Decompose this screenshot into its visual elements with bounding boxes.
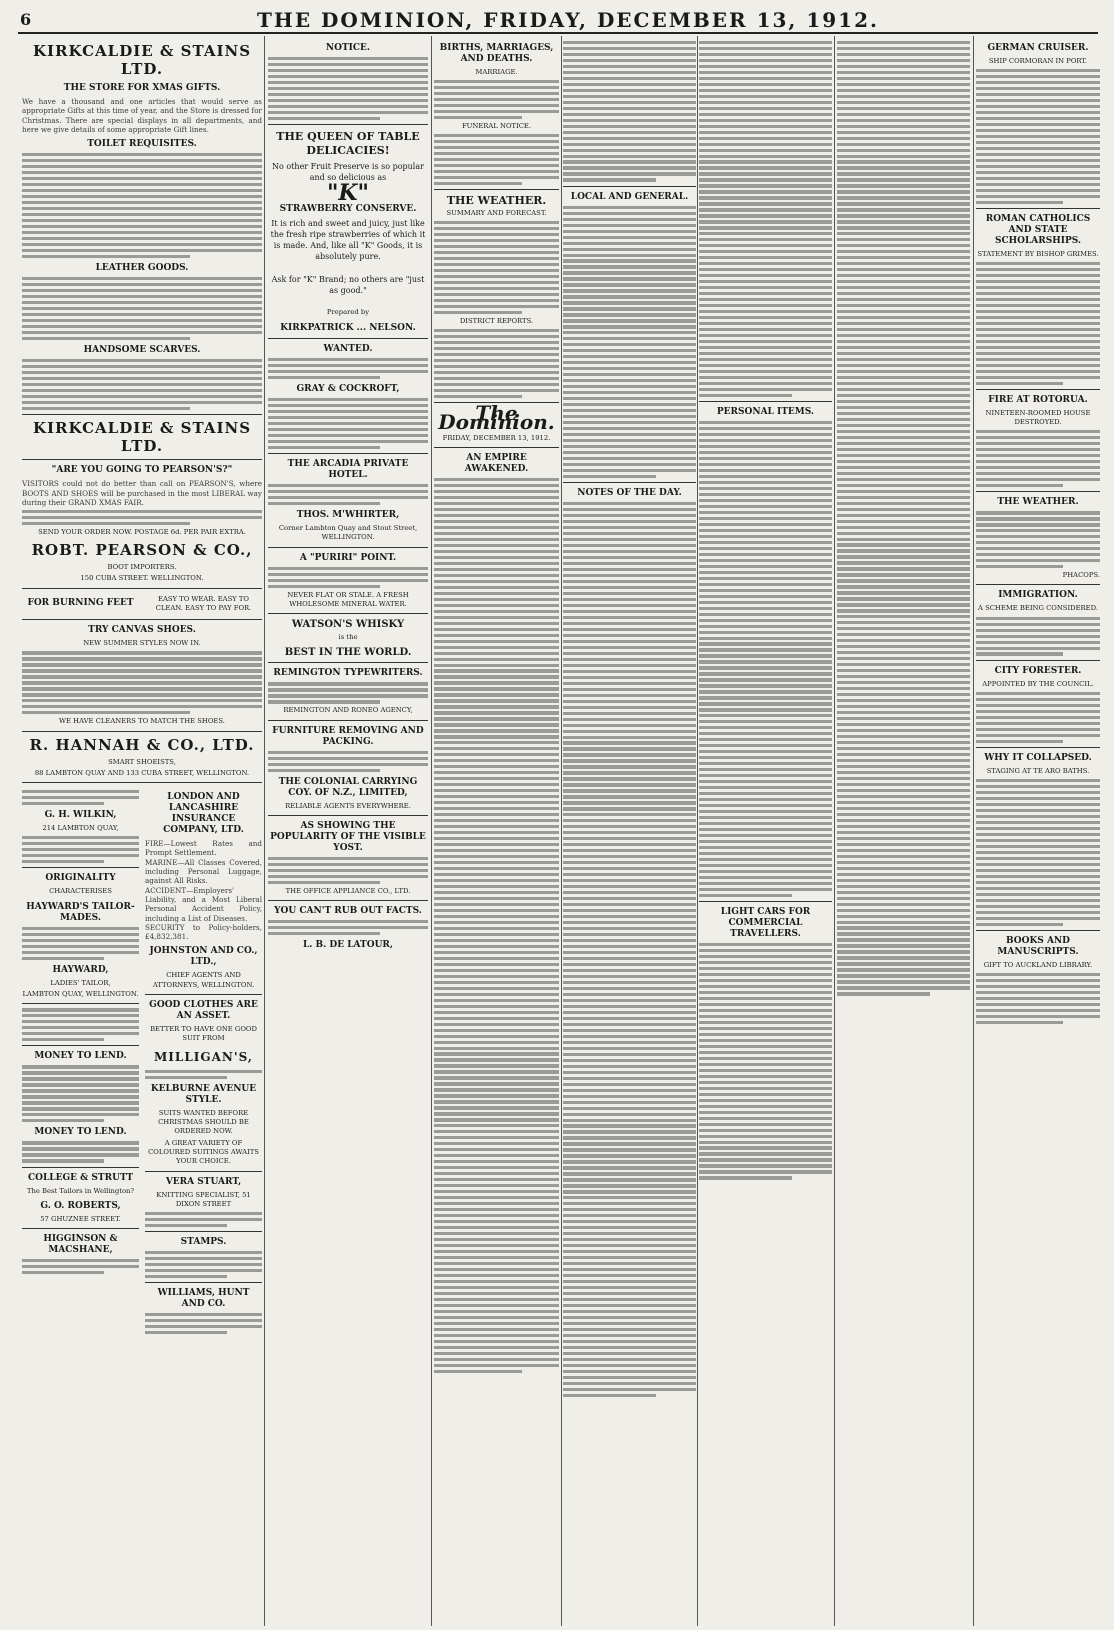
body-text xyxy=(22,651,262,714)
originality-sub: CHARACTERISES xyxy=(49,887,112,896)
body-text xyxy=(268,484,428,505)
collapsed-heading: WHY IT COLLAPSED. xyxy=(984,752,1092,763)
divider xyxy=(434,447,559,448)
pearson-question: "ARE YOU GOING TO PEARSON'S?" xyxy=(51,465,233,476)
body-text xyxy=(268,57,428,120)
column-news xyxy=(837,38,970,1623)
hayward-name: HAYWARD, xyxy=(52,964,109,975)
page-title: THE DOMINION, FRIDAY, DECEMBER 13, 1912. xyxy=(257,8,879,32)
body-text xyxy=(22,836,139,863)
scheme-heading: A SCHEME BEING CONSIDERED. xyxy=(978,604,1098,613)
carrying-name: THE COLONIAL CARRYING COY. OF N.Z., LIMITED, xyxy=(278,776,418,798)
divider xyxy=(22,867,139,868)
divider xyxy=(976,389,1100,390)
london-lancashire-line: MARINE—All Classes Covered, including Personal Luggage, against All Risks. xyxy=(145,857,262,886)
column-rule xyxy=(264,36,265,1626)
office-appliance: THE OFFICE APPLIANCE CO., LTD. xyxy=(285,886,411,895)
burning-feet-text: EASY TO WEAR. EASY TO CLEAN. EASY TO PAY FOR. xyxy=(155,594,252,613)
gray-cockroft: GRAY & COCKROFT, xyxy=(296,383,400,394)
weather-letter-heading: THE WEATHER. xyxy=(997,497,1079,508)
canvas-subheading: NEW SUMMER STYLES NOW IN. xyxy=(83,639,201,648)
latour-name: L. B. DE LATOUR, xyxy=(302,940,394,951)
divider xyxy=(145,994,262,995)
london-lancashire-heading: LONDON AND LANCASHIRE INSURANCE COMPANY, LTD. xyxy=(163,792,244,836)
money-heading-2: MONEY TO LEND. xyxy=(34,1127,127,1138)
page-number: 6 xyxy=(20,10,32,29)
german-heading: GERMAN CRUISER. xyxy=(987,43,1089,53)
masthead xyxy=(18,6,1098,34)
suits-wanted-text: SUITS WANTED BEFORE CHRISTMAS SHOULD BE ORDERED NOW. xyxy=(158,1108,249,1136)
divider xyxy=(22,731,262,732)
immigration-heading: IMMIGRATION. xyxy=(998,590,1078,601)
body-text xyxy=(22,510,262,525)
pearson-name: ROBT. PEARSON & CO., xyxy=(31,541,253,560)
body-text xyxy=(563,41,696,182)
dominion-masthead: The Dominion. xyxy=(438,401,555,435)
leather-heading: LEATHER GOODS. xyxy=(95,263,189,274)
reliable-agents: RELIABLE AGENTS EVERYWHERE. xyxy=(285,801,411,810)
price-list xyxy=(22,153,262,258)
body-text xyxy=(434,329,559,398)
stamps-heading: STAMPS. xyxy=(180,1237,227,1248)
light-cars-heading: LIGHT CARS FOR COMMERCIAL TRAVELLERS. xyxy=(720,907,811,940)
column-advertisements-2 xyxy=(268,38,428,1623)
vera-name: VERA STUART, xyxy=(165,1176,242,1187)
divider xyxy=(145,1282,262,1283)
personal-heading: PERSONAL ITEMS. xyxy=(716,407,815,418)
vera-sub: KNITTING SPECIALIST, 51 DIXON STREET xyxy=(156,1190,251,1208)
watson-heading: WATSON'S WHISKY xyxy=(291,619,405,631)
pearson-send: SEND YOUR ORDER NOW. POSTAGE 6d. PER PAIR EXTRA. xyxy=(38,527,246,536)
price-list xyxy=(22,277,262,340)
divider xyxy=(268,900,428,901)
hayward-heading: HAYWARD'S TAILOR-MADES. xyxy=(26,901,135,923)
college-heading: COLLEGE & STRUTT xyxy=(27,1172,134,1183)
divider xyxy=(268,720,428,721)
k-text: It is rich and sweet and juicy, just like the fresh ripe strawberries of which it is made. And, like all "K" Goods, it is absolutely pure. xyxy=(270,219,426,262)
body-text xyxy=(434,134,559,185)
price-list xyxy=(22,359,262,410)
body-text xyxy=(699,421,832,897)
ads-right xyxy=(145,787,262,1337)
rub-heading: YOU CAN'T RUB OUT FACTS. xyxy=(274,906,422,917)
body-text xyxy=(976,779,1100,926)
divider xyxy=(434,189,559,190)
better-have-text: BETTER TO HAVE ONE GOOD SUIT FROM xyxy=(150,1025,257,1043)
body-text xyxy=(976,511,1100,568)
divider xyxy=(976,584,1100,585)
kelburne-heading: KELBURNE AVENUE STYLE. xyxy=(150,1083,257,1105)
london-lancashire-line: FIRE—Lowest Rates and Prompt Settlement. xyxy=(145,839,262,858)
body-text xyxy=(563,206,696,478)
divider xyxy=(22,1228,139,1229)
divider xyxy=(268,124,428,125)
column-rule xyxy=(973,36,974,1626)
column-advertisements-1 xyxy=(22,38,262,1623)
whirter-name: THOS. M'WHIRTER, xyxy=(296,509,400,520)
gift-heading: GIFT TO AUCKLAND LIBRARY. xyxy=(983,960,1093,969)
kirkcaldie-heading: KIRKCALDIE & STAINS LTD. xyxy=(32,42,252,78)
divider xyxy=(563,186,696,187)
body-text xyxy=(837,41,970,996)
remington-agency: REMINGTON AND RONEO AGENCY, xyxy=(283,706,413,715)
body-text xyxy=(145,1212,262,1227)
scarves-heading: HANDSOME SCARVES. xyxy=(83,345,201,356)
pearson-role: BOOT IMPORTERS. xyxy=(107,563,177,572)
body-text xyxy=(268,682,428,703)
divider xyxy=(268,453,428,454)
london-lancashire-line: ACCIDENT—Employers' Liability, and a Most Liberal Personal Accident Policy, including a List of Diseases. xyxy=(145,885,262,923)
body-text xyxy=(976,617,1100,656)
queen-text: No other Fruit Preserve is so popular and so delicious as xyxy=(272,162,424,183)
pearson-address: 150 CUBA STREET. WELLINGTON. xyxy=(80,574,204,583)
phacops-signature: PHACOPS. xyxy=(1062,571,1100,580)
hannah-address: 88 LAMBTON QUAY AND 133 CUBA STREET, WELLINGTON. xyxy=(34,768,250,777)
local-heading: LOCAL AND GENERAL. xyxy=(570,191,689,202)
johnston-sub: CHIEF AGENTS AND ATTORNEYS, WELLINGTON. xyxy=(152,971,255,989)
bmd-heading: BIRTHS, MARRIAGES, AND DEATHS. xyxy=(439,43,554,64)
divider xyxy=(145,1231,262,1232)
marriage-heading: MARRIAGE. xyxy=(475,68,518,76)
two-column-ads xyxy=(22,787,262,1337)
body-text xyxy=(976,430,1100,487)
grimes-heading: STATEMENT BY BISHOP GRIMES. xyxy=(977,249,1099,258)
body-text xyxy=(268,857,428,884)
body-text xyxy=(22,790,139,805)
canvas-cleaners: WE HAVE CLEANERS TO MATCH THE SHOES. xyxy=(59,717,225,726)
higginson-name: HIGGINSON & MACSHANE, xyxy=(43,1234,118,1256)
notice-heading: NOTICE. xyxy=(325,43,371,53)
body-text xyxy=(268,358,428,379)
burning-feet-ad xyxy=(22,593,262,616)
wilkin-address: 214 LAMBTON QUAY, xyxy=(42,824,119,833)
queen-heading: THE QUEEN OF TABLE DELICACIES! xyxy=(276,130,420,158)
wilkin-name: G. H. WILKIN, xyxy=(44,810,117,821)
body-text xyxy=(22,927,139,960)
body-text xyxy=(976,262,1100,385)
divider xyxy=(268,547,428,548)
divider xyxy=(268,613,428,614)
divider xyxy=(976,930,1100,931)
column-rule xyxy=(431,36,432,1626)
yost-heading: AS SHOWING THE POPULARITY OF THE VISIBLE YOST. xyxy=(270,821,426,854)
burning-feet-label: FOR BURNING FEET xyxy=(27,597,134,608)
divider xyxy=(268,338,428,339)
body-text xyxy=(268,398,428,449)
column-rule xyxy=(561,36,562,1626)
body-text xyxy=(976,692,1100,743)
canvas-heading: TRY CANVAS SHOES. xyxy=(88,625,196,636)
funeral-heading: FUNERAL NOTICE. xyxy=(461,121,532,130)
body-text xyxy=(268,920,428,935)
divider xyxy=(699,401,832,402)
dateline: FRIDAY, DECEMBER 13, 1912. xyxy=(442,433,551,442)
body-text xyxy=(145,1070,262,1079)
column-rule xyxy=(697,36,698,1626)
notes-heading: NOTES OF THE DAY. xyxy=(577,488,682,499)
summary-heading: SUMMARY AND FORECAST. xyxy=(446,209,547,218)
column-personal xyxy=(699,38,832,1623)
variety-text: A GREAT VARIETY OF COLOURED SUITINGS AWAITS YOUR CHOICE. xyxy=(148,1138,259,1166)
money-heading: MONEY TO LEND. xyxy=(34,1051,127,1062)
divider xyxy=(22,1003,139,1004)
body-text xyxy=(563,502,696,1397)
johnston-name: JOHNSTON AND CO., LTD., xyxy=(149,946,258,968)
divider xyxy=(563,482,696,483)
body-text xyxy=(434,221,559,314)
hayward-role: LADIES' TAILOR, xyxy=(50,978,111,987)
remington-heading: REMINGTON TYPEWRITERS. xyxy=(273,668,423,679)
books-heading: BOOKS AND MANUSCRIPTS. xyxy=(997,935,1079,957)
divider xyxy=(268,662,428,663)
nineteen-heading: NINETEEN-ROOMED HOUSE DESTROYED. xyxy=(985,408,1091,427)
column-rule xyxy=(834,36,835,1626)
toilet-heading: TOILET REQUISITES. xyxy=(87,139,197,150)
divider xyxy=(22,782,262,783)
weather-heading: THE WEATHER. xyxy=(446,194,547,208)
furniture-heading: FURNITURE REMOVING AND PACKING. xyxy=(272,725,424,747)
body-text xyxy=(268,751,428,772)
hannah-role: SMART SHOEISTS, xyxy=(108,757,176,766)
originality-heading: ORIGINALITY xyxy=(45,873,116,884)
college-sub: The Best Tailors in Wellington? xyxy=(26,1186,135,1195)
london-lancashire-line: SECURITY to Policy-holders, £4,832,381. xyxy=(145,922,262,942)
column-news-2 xyxy=(976,38,1100,1623)
body-text xyxy=(145,1251,262,1278)
divider xyxy=(976,660,1100,661)
body-text xyxy=(145,1313,262,1334)
appointed-heading: APPOINTED BY THE COUNCIL. xyxy=(982,679,1094,688)
body-text xyxy=(22,1065,139,1122)
k-prepared: Prepared by xyxy=(326,308,370,317)
k-brand: "K" xyxy=(326,180,370,207)
pearson-text: VISITORS could not do better than call on PEARSON'S, where BOOTS AND SHOES will be purchased in the most LIBERAL way during their GRAND XMAS FAIR. xyxy=(22,479,262,507)
divider xyxy=(22,588,262,589)
divider xyxy=(699,901,832,902)
k-ask: Ask for "K" Brand; no others are "just as good." xyxy=(271,275,425,296)
body-text xyxy=(22,1008,139,1041)
k-product: STRAWBERRY CONSERVE. xyxy=(279,204,417,215)
hayward-address: LAMBTON QUAY, WELLINGTON. xyxy=(22,990,139,999)
arcadia-heading: THE ARCADIA PRIVATE HOTEL. xyxy=(287,458,409,480)
college-address: 57 GHUZNEE STREET. xyxy=(40,1214,121,1223)
divider xyxy=(976,491,1100,492)
divider xyxy=(145,1171,262,1172)
watson-best: BEST IN THE WORLD. xyxy=(284,647,412,659)
watson-is: is the xyxy=(338,633,358,642)
column-notices xyxy=(434,38,559,1623)
divider xyxy=(22,414,262,415)
divider xyxy=(268,815,428,816)
kirkcaldie-subheading: THE STORE FOR XMAS GIFTS. xyxy=(63,83,221,93)
district-heading: DISTRICT REPORTS. xyxy=(459,316,534,325)
good-clothes-heading: GOOD CLOTHES ARE AN ASSET. xyxy=(149,1000,258,1021)
catholics-heading: ROMAN CATHOLICS AND STATE SCHOLARSHIPS. xyxy=(985,213,1091,246)
body-text xyxy=(699,943,832,1180)
whirter-address: Corner Lambton Quay and Stout Street, WELLINGTON. xyxy=(278,523,418,542)
k-maker: KIRKPATRICK ... NELSON. xyxy=(280,322,416,333)
divider xyxy=(22,619,262,620)
editorial-text xyxy=(434,478,559,1373)
williams-name: WILLIAMS, HUNT AND CO. xyxy=(157,1288,250,1310)
divider xyxy=(22,1167,139,1168)
fire-heading: FIRE AT ROTORUA. xyxy=(988,394,1088,405)
body-text xyxy=(976,973,1100,1024)
divider xyxy=(976,208,1100,209)
puriri-heading: A "PURIRI" POINT. xyxy=(299,552,397,563)
body-text xyxy=(699,41,832,397)
body-text xyxy=(268,567,428,588)
college-name: G. O. ROBERTS, xyxy=(40,1200,121,1211)
empire-heading: AN EMPIRE AWAKENED. xyxy=(464,452,529,474)
body-text xyxy=(976,69,1100,204)
divider xyxy=(22,459,262,460)
staging-heading: STAGING AT TE ARO BATHS. xyxy=(986,766,1090,775)
never-flat: NEVER FLAT OR STALE. A FRESH WHOLESOME MINERAL WATER. xyxy=(287,590,409,608)
divider xyxy=(22,1045,139,1046)
hannah-name: R. HANNAH & CO., LTD. xyxy=(29,735,255,754)
ads-left xyxy=(22,787,139,1337)
body-text xyxy=(22,1141,139,1162)
column-local-general xyxy=(563,38,696,1623)
cormoran-heading: SHIP CORMORAN IN PORT. xyxy=(988,57,1088,65)
forester-heading: CITY FORESTER. xyxy=(994,665,1082,676)
body-text xyxy=(22,1259,139,1274)
kirkcaldie-intro: We have a thousand and one articles that would serve as appropriate Gifts at this time of year, and the Store is dressed for Christmas. There are special displays in all departments, and here we give details of some appropriate Gift lines. xyxy=(22,97,262,134)
kirkcaldie-heading-2: KIRKCALDIE & STAINS LTD. xyxy=(32,419,252,456)
milligans-name: MILLIGAN'S, xyxy=(153,1049,253,1064)
wanted-heading: WANTED. xyxy=(323,343,373,354)
divider xyxy=(976,747,1100,748)
body-text xyxy=(434,80,559,119)
